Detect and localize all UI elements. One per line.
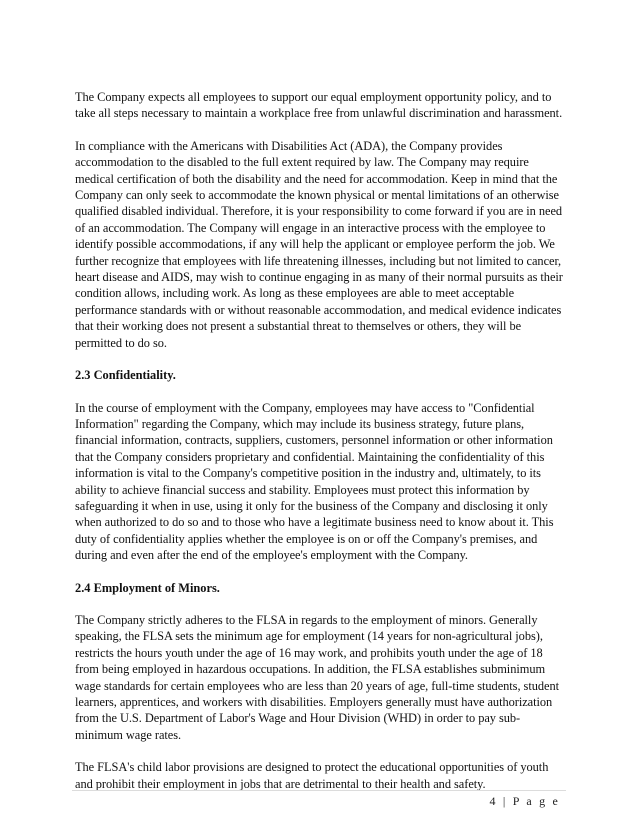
paragraph-child-labor: The FLSA's child labor provisions are designed to protect the educational opportunities of youth and prohibit their employment in jobs that are detrimental to their health and safety. <box>75 760 549 791</box>
section-heading-employment-of-minors: 2.4 Employment of Minors. <box>75 580 220 595</box>
paragraph-eeo-policy: The Company expects all employees to support our equal employment opportunity policy, and to take all steps necessary to maintain a workplace free from unlawful discrimination and harassment. <box>75 90 563 121</box>
paragraph-confidentiality: In the course of employment with the Company, employees may have access to "Confidential Information" regarding the Company, which may include its business strategy, future plans, financial information, contracts, suppliers, customers, personnel information or other information that the Company considers proprietary and confidential. Maintaining the confidentiality of this information is vital to the Company's competitive position in the industry and, ultimately, to its ability to achieve financial success and stability. Employees must protect this information by safeguarding it when in use, using it only for the business of the Company and disclosing it only when authorized to do so and to those who have a legitimate business need to know about it. This duty of confidentiality applies whether the employee is on or off the Company's premises, and during and even after the end of the employee's employment with the Company. <box>75 400 554 563</box>
paragraph-ada-compliance: In compliance with the Americans with Disabilities Act (ADA), the Company provides accommodation to the disabled to the full extent required by law. The Company may require medical certification of both the disability and the need for accommodation. Keep in mind that the Company can only seek to accommodate the known physical or mental limitations of an otherwise qualified disabled individual. Therefore, it is your responsibility to come forward if you are in need of an accommodation. The Company will engage in an interactive process with the employee to identify possible accommodations, if any will help the applicant or employee perform the job. We further recognize that employees with life threatening illnesses, including but not limited to cancer, heart disease and AIDS, may wish to continue engaging in as many of their normal pursuits as their condition allows, including work. As long as these employees are able to meet acceptable performance standards with or without reasonable accommodation, and medical evidence indicates that their working does not present a substantial threat to themselves or others, they will be permitted to do so. <box>75 138 563 350</box>
paragraph-flsa-minors: The Company strictly adheres to the FLSA in regards to the employment of minors. Generally speaking, the FLSA sets the minimum age for employment (14 years for non-agricultural jobs), restricts the hours youth under the age of 16 may work, and prohibits youth under the age of 18 from being employed in hazardous occupations. In addition, the FLSA establishes subminimum wage standards for certain employees who are less than 20 years of age, full-time students, student learners, apprentices, and workers with disabilities. Employers generally must have authorization from the U.S. Department of Labor's Wage and Hour Division (WHD) in order to pay sub-minimum wage rates. <box>75 612 559 742</box>
page-number: 4 | P a g e <box>489 794 560 808</box>
footer-divider <box>72 790 566 791</box>
page-footer <box>72 790 566 820</box>
document-page <box>75 89 565 808</box>
section-heading-confidentiality: 2.3 Confidentiality. <box>75 368 176 383</box>
